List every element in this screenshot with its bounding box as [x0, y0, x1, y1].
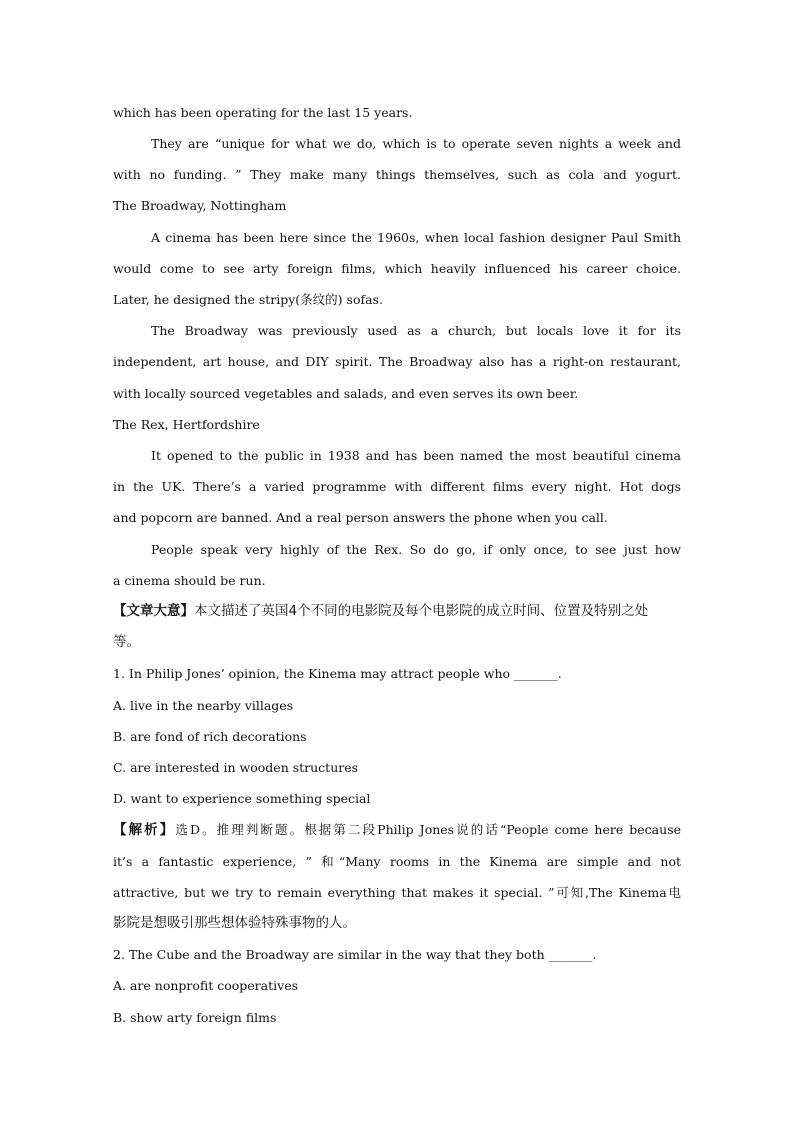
option-d: D. want to experience something special	[113, 791, 371, 806]
section-heading: The Rex, Hertfordshire	[113, 417, 260, 432]
option-b: B. show arty foreign films	[113, 1010, 277, 1025]
option-b: B. are fond of rich decorations	[113, 729, 307, 744]
paragraph-line: which has been operating for the last 15 years.	[113, 105, 413, 120]
option-a: A. are nonprofit cooperatives	[113, 978, 299, 993]
paragraph-line: and popcorn are banned. And a real person answers the phone when you call.	[113, 510, 608, 525]
paragraph-line: a cinema should be run.	[113, 573, 266, 588]
paragraph-line: independent, art house, and DIY spirit. The Broadway also has a right-on restaurant,	[113, 354, 681, 369]
paragraph-line: Later, he designed the stripy(条纹的) sofas.	[113, 292, 383, 307]
paragraph-line: A cinema has been here since the 1960s, when local fashion designer Paul Smith	[151, 230, 681, 245]
paragraph-line: People speak very highly of the Rex. So do go, if only once, to see just how	[151, 542, 681, 557]
paragraph-line: in the UK. There’s a varied programme with different films every night. Hot dogs	[113, 479, 681, 494]
analysis-line	[113, 821, 681, 839]
paragraph-line: with no funding. ” They make many things themselves, such as cola and yogurt.	[113, 167, 681, 182]
summary-text: 本文描述了英国4个不同的电影院及每个电影院的成立时间、位置及特别之处	[194, 603, 649, 619]
option-c: C. are interested in wooden structures	[113, 760, 359, 775]
summary-label: 【文章大意】	[113, 603, 194, 619]
paragraph-line: It opened to the public in 1938 and has been named the most beautiful cinema	[151, 448, 681, 463]
analysis-line: attractive, but we try to remain everything that makes it special. ”可知,The Kinema电	[113, 885, 681, 900]
summary-line: 等。	[113, 634, 140, 650]
paragraph-line: They are “unique for what we do, which is to operate seven nights a week and	[151, 136, 681, 151]
section-heading: The Broadway, Nottingham	[113, 198, 287, 213]
paragraph-line: The Broadway was previously used as a church, but locals love it for its	[151, 323, 681, 338]
question-stem: 2. The Cube and the Broadway are similar in the way that they both _______.	[113, 947, 597, 962]
summary-line	[113, 602, 681, 620]
analysis-text: 选D。推理判断题。根据第二段Philip Jones说的话“People come here because	[175, 822, 682, 837]
analysis-label: 【解析】	[113, 822, 176, 838]
option-a: A. live in the nearby villages	[113, 698, 294, 713]
paragraph-line: with locally sourced vegetables and salads, and even serves its own beer.	[113, 386, 579, 401]
question-stem: 1. In Philip Jones’ opinion, the Kinema may attract people who _______.	[113, 666, 562, 681]
analysis-line: 影院是想吸引那些想体验特殊事物的人。	[113, 915, 356, 931]
analysis-line: it’s a fantastic experience, ” 和“Many rooms in the Kinema are simple and not	[113, 854, 681, 869]
paragraph-line: would come to see arty foreign films, which heavily influenced his career choice.	[113, 261, 681, 276]
